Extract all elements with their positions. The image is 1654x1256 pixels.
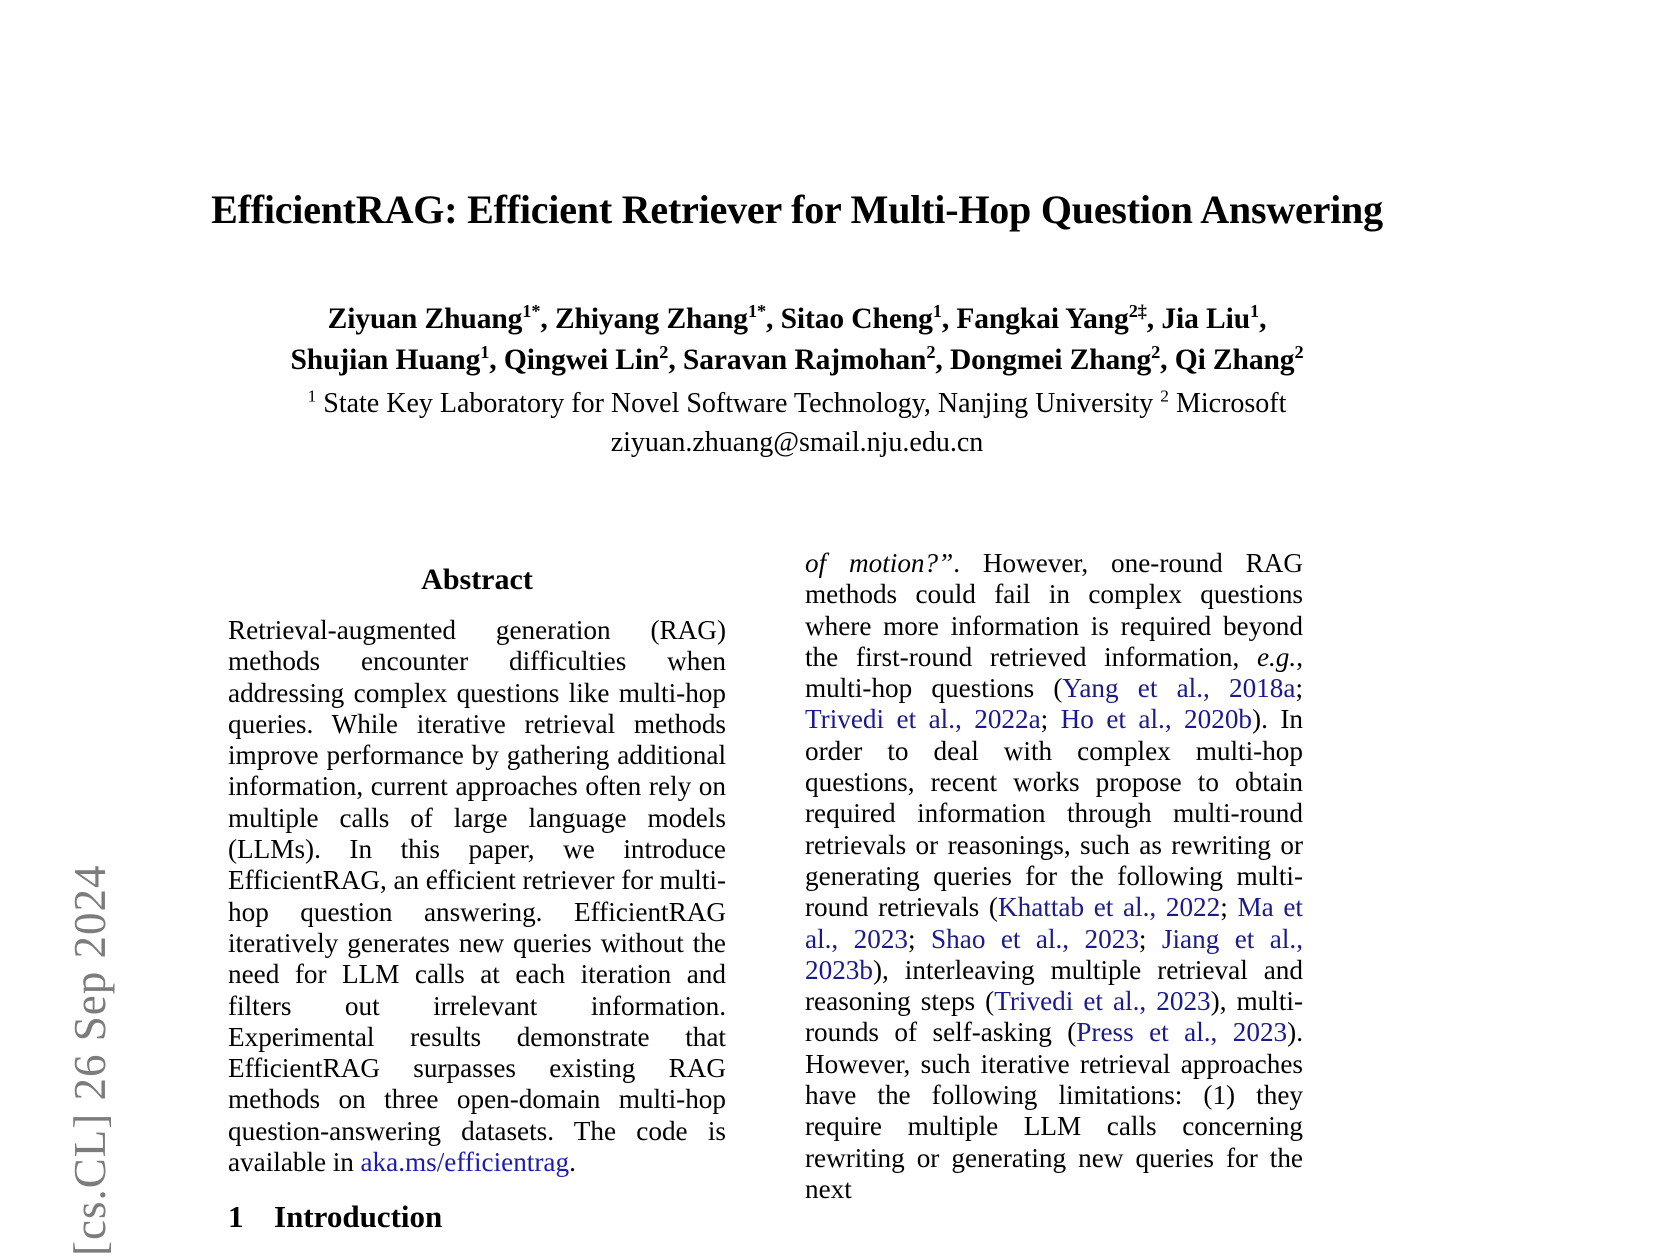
- emphasized-text: of motion?”: [805, 548, 954, 578]
- right-column: [805, 548, 1303, 1241]
- author-affiliation-marker: 1*: [747, 301, 767, 322]
- body-text-run: ), interleaving multiple retrieval and reasoning steps (: [805, 954, 1303, 1017]
- introduction-heading: [228, 1178, 726, 1235]
- body-text-run: ;: [1040, 704, 1061, 735]
- affiliation-1-text: State Key Laboratory for Novel Software Technology, Nanjing University: [323, 387, 1154, 419]
- author-name: Fangkai Yang: [956, 303, 1129, 335]
- author-affiliation-marker: 1: [480, 342, 490, 363]
- author-line-2: Shujian Huang$^1$, Qingwei Lin$^2$, Saravan Rajmohan$^2$, Dongmei Zhang$^2$, Qi Zhang$^2$: [290, 342, 1304, 376]
- affiliation-line: [208, 385, 1386, 423]
- citation-link[interactable]: Khattab et al., 2022: [997, 892, 1221, 923]
- author-affiliation-marker: 2: [1151, 342, 1161, 363]
- author-affiliation-marker: 2: [659, 342, 669, 363]
- body-text-run: , multi-hop questions (: [805, 641, 1303, 704]
- page-title: EfficientRAG: Efficient Retriever for Multi-Hop Question Answering: [211, 187, 1383, 232]
- author-name: Qingwei Lin: [503, 343, 660, 376]
- section-number: 1: [228, 1199, 244, 1235]
- abstract-paragraph: [228, 615, 726, 1178]
- body-text-run: ), multi-rounds of self-asking (: [805, 986, 1303, 1048]
- author-name: Sitao Cheng: [780, 303, 933, 335]
- emphasized-text: e.g.: [1256, 641, 1297, 672]
- citation-link[interactable]: Ma et al., 2023: [805, 892, 1303, 954]
- author-name: Shujian Huang: [290, 343, 481, 376]
- citation-link[interactable]: Jiang et al., 2023b: [805, 923, 1303, 985]
- author-name: Saravan Rajmohan: [682, 343, 927, 376]
- abstract-body-text-tail: .: [569, 1147, 576, 1178]
- section-title: Introduction: [274, 1199, 443, 1235]
- left-column: [228, 548, 726, 1241]
- body-text-run: ;: [1138, 923, 1162, 954]
- body-text-run: ;: [1220, 892, 1238, 923]
- author-affiliation-marker: 2‡: [1128, 301, 1147, 322]
- citation-link[interactable]: Press et al., 2023: [1076, 1017, 1288, 1048]
- body-text-run: ). In order to deal with complex multi-hop questions, recent works propose to obtain required information through multi-round retrievals or reasonings, such as rewriting or generating queries for the following multi-round retrievals (: [805, 704, 1303, 923]
- introduction-paragraph: [805, 548, 1303, 1205]
- citation-link[interactable]: Trivedi et al., 2023: [994, 986, 1211, 1017]
- body-text-run: ). However, such iterative retrieval approaches have the following limitations: (1) they require multiple LLM calls concerning rewriting or generating new queries for the next: [805, 1017, 1303, 1204]
- body-text-run: . However, one-round RAG methods could fail in complex questions where more information is required beyond the first-round retrieved information,: [805, 548, 1303, 672]
- author-line-1: Ziyuan Zhuang$^{1*}$, Zhiyang Zhang$^{1*}$, Sitao Cheng$^1$, Fangkai Yang$^{2\ddagger}$, Jia Liu$^1$,: [327, 301, 1267, 335]
- author-affiliation-marker: 1*: [522, 301, 541, 322]
- citation-link[interactable]: Shao et al., 2023: [931, 923, 1139, 954]
- affiliation-marker-2: 2: [1160, 386, 1169, 406]
- abstract-body-text: Retrieval-augmented generation (RAG) methods encounter difficulties when addressing complex questions like multi-hop queries. While iterative retrieval methods improve performance by gathering additional information, current approaches often rely on multiple calls of large language models (LLMs). In this paper, we introduce EfficientRAG, an efficient retriever for multi-hop question answering. EfficientRAG iteratively generates new queries without the need for LLM calls at each iteration and filters out irrelevant information. Experimental results demonstrate that EfficientRAG surpasses existing RAG methods on three open-domain multi-hop question-answering datasets. The code is available in: [228, 615, 726, 1178]
- citation-link[interactable]: Yang et al., 2018a: [1062, 673, 1296, 704]
- author-name: Ziyuan Zhuang: [327, 303, 523, 335]
- author-name: Zhiyang Zhang: [554, 303, 748, 335]
- author-affiliation-marker: 1: [932, 301, 942, 322]
- affiliation-marker-1: 1: [307, 386, 317, 406]
- author-name: Dongmei Zhang: [949, 343, 1152, 376]
- efficientrag-code-link[interactable]: aka.ms/efficientrag: [360, 1147, 570, 1178]
- paper-header: [208, 186, 1386, 462]
- two-column-body: [0, 548, 1654, 1241]
- contact-email: ziyuan.zhuang@smail.nju.edu.cn: [610, 427, 984, 459]
- arxiv-stamp-text: [cs.CL] 26 Sep 2024: [65, 864, 115, 1256]
- body-text-run: ;: [1295, 673, 1303, 704]
- author-affiliation-marker: 2: [926, 342, 936, 363]
- citation-link[interactable]: Trivedi et al., 2022a: [805, 704, 1041, 735]
- affiliation-2-text: Microsoft: [1175, 387, 1287, 419]
- body-text-run: ;: [908, 923, 932, 954]
- citation-link[interactable]: Ho et al., 2020b: [1060, 704, 1253, 735]
- author-affiliation-marker: 1: [1250, 301, 1260, 322]
- author-name: Jia Liu: [1161, 303, 1251, 335]
- author-affiliation-marker: 2: [1294, 342, 1304, 363]
- author-name: Qi Zhang: [1174, 343, 1295, 376]
- abstract-heading: Abstract: [421, 563, 533, 596]
